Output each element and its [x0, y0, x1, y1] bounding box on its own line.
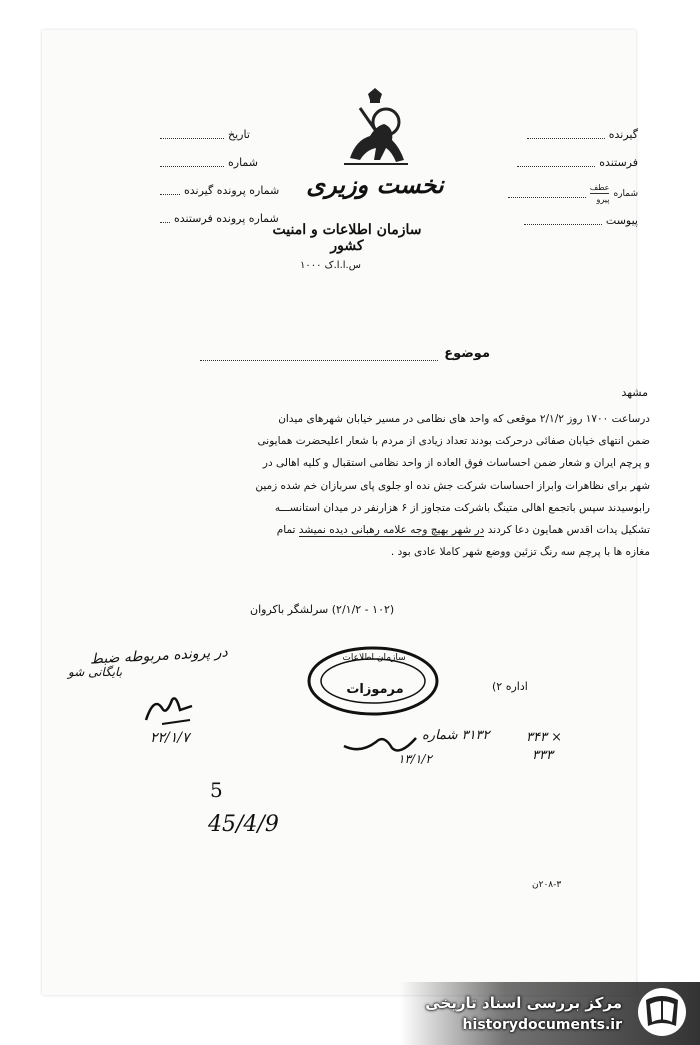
handwritten-nums-right-2: ۳۳۳: [532, 748, 553, 763]
handwritten-signature-left-icon: [140, 690, 200, 730]
handwritten-center-date: ۱۳/۱/۲: [398, 752, 432, 766]
org-title: نخست وزیری: [306, 170, 444, 199]
action-sub-bottom: پیرو: [596, 195, 610, 204]
body-line-6-start: تشکیل یدات اقدس همایون دعا کردند: [487, 524, 650, 537]
body-line-7: مغازه ها با پرچم سه رنگ تزئین ووضع شهر کاملا عادی بود .: [390, 546, 650, 559]
addressee: مشهد: [621, 386, 648, 399]
watermark-url: historydocuments.ir: [462, 1017, 622, 1033]
sender-label: فرستنده: [599, 156, 638, 169]
reference-number: س.ا.ا.ک ۱۰۰۰: [300, 260, 361, 271]
handwritten-file-code: 45/4/9: [208, 812, 279, 837]
recipient-file-field: [160, 184, 279, 197]
action-field: [508, 182, 638, 205]
lion-and-sun-emblem-icon: [330, 88, 420, 170]
body-line-5: رابوسیدند سپس باتجمع اهالی متینگ باشرکت متجاوز از ۶ هزارنفر در میدان استانســـه: [274, 501, 650, 514]
footer-code: ۲۰۸-۳ن: [532, 880, 562, 890]
watermark-persian: مرکز بررسی اسناد تاریخی: [425, 994, 622, 1012]
handwritten-note-left-2: بایگانی شو: [68, 665, 123, 679]
recipient-label: گیرنده: [608, 128, 638, 141]
handwritten-date-left: ۲۲/۱/۷: [150, 730, 190, 746]
report-body: [120, 408, 650, 563]
subject-line: [200, 346, 490, 361]
handwritten-nums-right: ۳۴۳ ×: [526, 730, 562, 745]
body-line-3: و پرچم ایران و شعار ضمن احساسات فوق العاده از واحد نظامی استقبال و کلیه اهالی در: [262, 457, 650, 470]
handwritten-note-left: در پرونده مربوطه ضبط: [89, 644, 229, 668]
recipient-field: [527, 128, 638, 141]
date-field: [160, 128, 250, 141]
handwritten-big-digit: 5: [210, 778, 223, 802]
sender-file-label: شماره پرونده فرستنده: [174, 212, 279, 225]
number-label: شماره: [228, 156, 259, 169]
body-line-4: شهر برای نظاهرات وابراز احساسات شرکت جش نده او جلوی پای سربازان خم شده زمین: [255, 479, 650, 492]
signoff: (۱۰۲ - ۲/۱/۲) سرلشگر باکروان: [250, 603, 395, 616]
handwritten-note-right: اداره ۲): [492, 680, 528, 693]
body-line-2: ضمن انتهای خیابان صفائی درحرکت بودند تعداد زیادی از مردم با شعار اعلیحضرت همایونی: [257, 435, 650, 448]
recipient-file-label: شماره پرونده گیرنده: [184, 184, 280, 197]
body-line-6: [120, 519, 650, 541]
handwritten-center-code: ۳۱۳۲ شماره: [422, 728, 490, 743]
sender-field: [517, 156, 638, 169]
stamp-label: مرموزات: [346, 682, 404, 697]
org-subtitle: سازمان اطلاعات و امنیت کشور: [272, 222, 422, 254]
date-label: تاریخ: [228, 128, 250, 141]
underlined-phrase: در شهر بهیچ وجه علامه رهبانی دیده نمیشد: [298, 524, 485, 537]
action-sub-top: عطف: [589, 183, 610, 192]
attachment-label: پیوست: [605, 214, 638, 227]
stamp-top-text: سازمان اطلاعات: [342, 653, 406, 663]
sender-file-field: [160, 212, 279, 225]
number-field: [160, 156, 258, 169]
body-line-6-end: تمام: [276, 524, 296, 537]
action-label: شماره: [613, 188, 638, 199]
subject-label: موضوع: [444, 346, 490, 361]
watermark-logo-icon: [636, 986, 688, 1038]
body-line-1: درساعت ۱۷۰۰ روز ۲/۱/۲ موقعی که واحد های نظامی در مسیر خیابان شهرهای میدان: [278, 413, 650, 425]
attachment-field: [524, 214, 638, 227]
